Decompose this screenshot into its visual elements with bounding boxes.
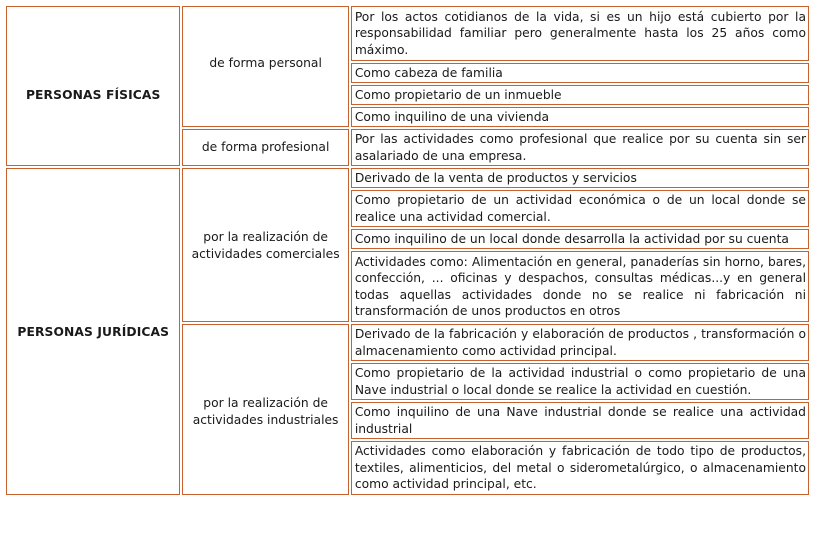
description-cell: Derivado de la venta de productos y servicios bbox=[351, 168, 809, 188]
group-actividades-comerciales: por la realización de actividades comerciales bbox=[182, 168, 348, 322]
category-personas-juridicas: PERSONAS JURÍDICAS bbox=[6, 168, 180, 495]
table-row bbox=[6, 6, 809, 61]
description-cell: Actividades como elaboración y fabricación de todo tipo de productos, textiles, alimenticios, del metal o siderometalúrgico, o almacenamiento como actividad principal, etc. bbox=[351, 441, 809, 495]
description-cell: Como propietario de la actividad industrial o como propietario de una Nave industrial o local donde se realice la actividad en cuestión. bbox=[351, 363, 809, 400]
group-forma-personal: de forma personal bbox=[182, 6, 348, 127]
responsibility-table bbox=[4, 4, 811, 497]
responsibility-table-container bbox=[4, 4, 811, 538]
group-actividades-industriales: por la realización de actividades industriales bbox=[182, 324, 348, 495]
description-cell: Por los actos cotidianos de la vida, si es un hijo está cubierto por la responsabilidad familiar pero generalmente hasta los 25 años como máximo. bbox=[351, 6, 809, 61]
description-cell: Por las actividades como profesional que realice por su cuenta sin ser asalariado de una empresa. bbox=[351, 129, 809, 166]
description-cell: Actividades como: Alimentación en general, panaderías sin horno, bares, confección, ... oficinas y despachos, consultas médicas...y en general todas aquellas actividades donde no se realice ni fabricación ni transformación de unos productos en otros bbox=[351, 251, 809, 322]
description-cell: Derivado de la fabricación y elaboración de productos , transformación o almacenamiento como actividad principal. bbox=[351, 324, 809, 361]
description-cell: Como inquilino de una vivienda bbox=[351, 107, 809, 127]
description-cell: Como propietario de un actividad económica o de un local donde se realice una actividad comercial. bbox=[351, 190, 809, 227]
description-cell: Como inquilino de un local donde desarrolla la actividad por su cuenta bbox=[351, 229, 809, 249]
category-personas-fisicas: PERSONAS FÍSICAS bbox=[6, 6, 180, 166]
table-row bbox=[6, 168, 809, 188]
description-cell: Como cabeza de familia bbox=[351, 63, 809, 83]
description-cell: Como propietario de un inmueble bbox=[351, 85, 809, 105]
group-forma-profesional: de forma profesional bbox=[182, 129, 348, 166]
description-cell: Como inquilino de una Nave industrial donde se realice una actividad industrial bbox=[351, 402, 809, 439]
